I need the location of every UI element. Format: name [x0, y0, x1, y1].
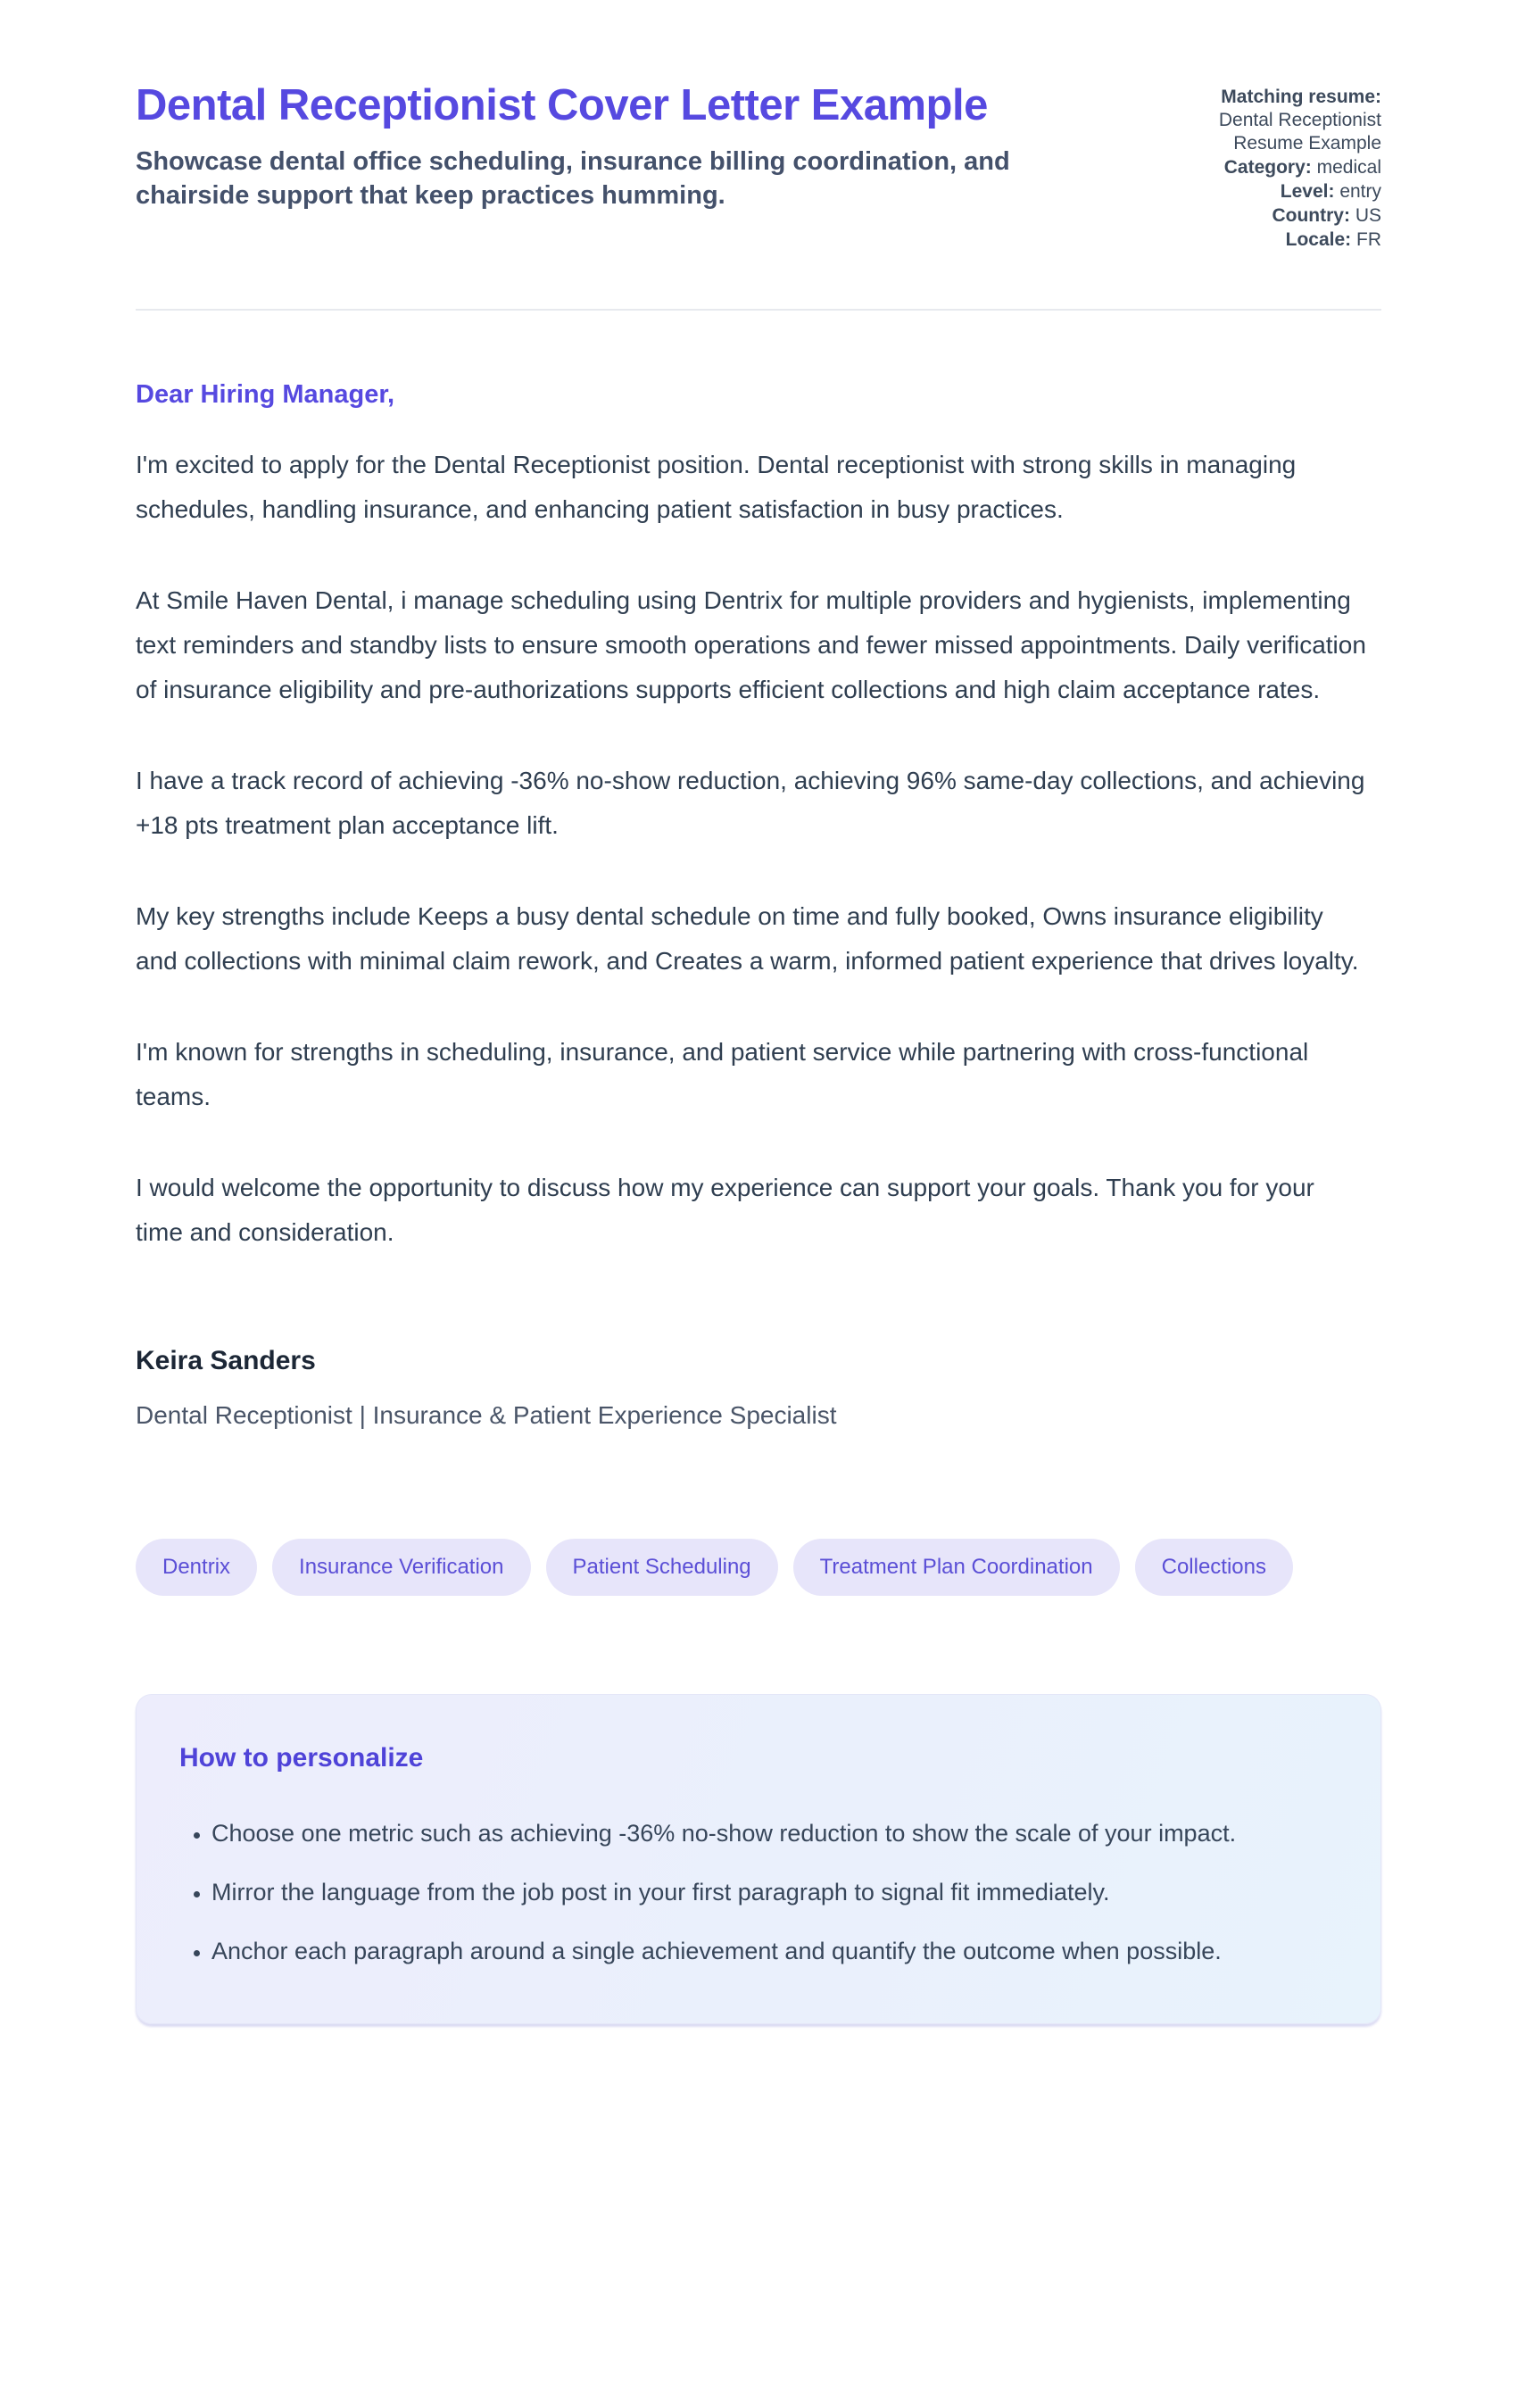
personalize-item: • Mirror the language from the job post in your first paragraph to signal fit immediately.: [211, 1870, 1338, 1914]
resume-meta: [1172, 79, 1381, 252]
tag-insurance-verification: Insurance Verification: [272, 1539, 530, 1596]
page-subtitle: Showcase dental office scheduling, insurance billing coordination, and chairside support that keep practices humming.: [136, 147, 1010, 210]
personalize-item: • Anchor each paragraph around a single achievement and quantify the outcome when possible.: [211, 1929, 1338, 1973]
header-divider: [136, 309, 1381, 311]
meta-row-level: [1172, 180, 1381, 203]
tag-list: [136, 1539, 1381, 1596]
personalize-list: [179, 1811, 1338, 1973]
meta-country-label: Country:: [1272, 205, 1350, 226]
meta-row-country: [1172, 204, 1381, 228]
meta-category-label: Category:: [1223, 157, 1312, 178]
letter-greeting: Dear Hiring Manager,: [136, 380, 395, 409]
signature-block: [136, 1344, 1381, 1432]
personalize-heading: How to personalize: [179, 1743, 424, 1773]
meta-locale-value: FR: [1356, 229, 1381, 250]
tag-treatment-plan-coordination: Treatment Plan Coordination: [793, 1539, 1120, 1596]
meta-country-value: US: [1355, 205, 1381, 226]
signature-role: Dental Receptionist | Insurance & Patient Experience Specialist: [136, 1401, 837, 1429]
meta-row-locale: [1172, 228, 1381, 252]
letter-paragraph: I'm excited to apply for the Dental Receptionist position. Dental receptionist with strong skills in managing schedules, handling insurance, and enhancing patient satisfaction in busy practices.: [136, 451, 1297, 523]
letter-paragraph: My key strengths include Keeps a busy dental schedule on time and fully booked, Owns insurance eligibility and collections with minimal claim rework, and Creates a warm, informed patient experience that drives loyalty.: [136, 902, 1359, 975]
personalize-item: • Choose one metric such as achieving -36% no-show reduction to show the scale of your impact.: [211, 1811, 1338, 1856]
letter-paragraph: I would welcome the opportunity to discuss how my experience can support your goals. Thank you for your time and consideration.: [136, 1174, 1314, 1246]
cover-letter-body: [136, 378, 1381, 1432]
letter-paragraph: I'm known for strengths in scheduling, insurance, and patient service while partnering with cross-functional teams.: [136, 1038, 1309, 1110]
letter-paragraph: At Smile Haven Dental, i manage scheduling using Dentrix for multiple providers and hygienists, implementing text reminders and standby lists to ensure smooth operations and fewer missed appointments. Daily verification of insurance eligibility and pre-authorizations supports efficient collections and high claim acceptance rates.: [136, 586, 1366, 703]
signature-name: Keira Sanders: [136, 1346, 316, 1375]
meta-row-category: [1172, 156, 1381, 179]
letter-paragraph: I have a track record of achieving -36% no-show reduction, achieving 96% same-day collections, and achieving +18 pts treatment plan acceptance lift.: [136, 767, 1365, 839]
meta-resume-value: Dental Receptionist Resume Example: [1218, 110, 1381, 154]
header-title-block: [136, 79, 1055, 212]
page-header: [136, 79, 1381, 252]
meta-level-value: entry: [1339, 181, 1381, 202]
tag-patient-scheduling: Patient Scheduling: [546, 1539, 778, 1596]
meta-resume-label: Matching resume:: [1221, 87, 1381, 107]
tag-dentrix: Dentrix: [136, 1539, 257, 1596]
meta-level-label: Level:: [1280, 181, 1335, 202]
meta-locale-label: Locale:: [1285, 229, 1352, 250]
meta-category-value: medical: [1316, 157, 1381, 178]
personalize-box: [136, 1694, 1381, 2024]
tag-collections: Collections: [1135, 1539, 1293, 1596]
page-title: Dental Receptionist Cover Letter Example: [136, 81, 988, 129]
